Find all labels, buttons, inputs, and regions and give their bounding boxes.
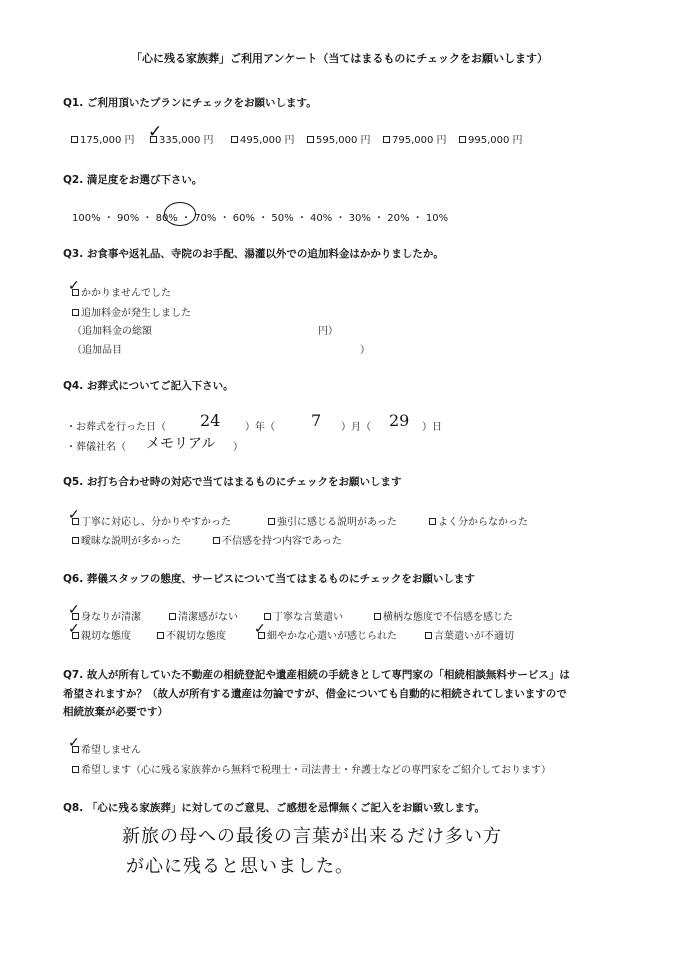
checkbox[interactable] <box>169 613 176 620</box>
q8-answer-line1[interactable]: 新旅の母への最後の言葉が出来るだけ多い方 <box>122 826 502 847</box>
q3-label: Q3. お食事や返礼品、寺院のお手配、湯灌以外での追加料金はかかりましたか。 <box>63 248 444 260</box>
option-label: 言葉遣いが不適切 <box>434 631 514 642</box>
q6-option-attentive[interactable] <box>258 627 397 642</box>
checkbox[interactable] <box>72 766 79 773</box>
q6-option-unclean[interactable] <box>169 608 238 623</box>
q1-option-995000[interactable] <box>459 131 523 146</box>
q3-option-extra-fee[interactable] <box>72 304 191 319</box>
option-label: 不親切な態度 <box>166 631 226 642</box>
option-label: 495,000 円 <box>240 135 295 146</box>
option-label: 横柄な態度で不信感を感じた <box>383 612 513 623</box>
q4-company-label: ・葬儀社名（ <box>66 442 126 453</box>
check-mark-icon: ✓ <box>148 122 163 142</box>
q1-option-175000[interactable] <box>71 131 135 146</box>
separator: ・ <box>374 213 385 224</box>
q3-option-no-fee[interactable] <box>72 284 171 299</box>
checkbox[interactable] <box>231 136 238 143</box>
q6-option-clean[interactable] <box>72 608 141 623</box>
q2-option[interactable]: 30% <box>348 213 371 224</box>
option-label: 不信感を持つ内容であった <box>222 536 342 547</box>
q2-option[interactable]: 70% <box>194 213 217 224</box>
separator: ・ <box>412 213 423 224</box>
option-label: 丁寧な言葉遣い <box>273 612 343 623</box>
separator: ・ <box>142 213 153 224</box>
separator: ・ <box>335 213 346 224</box>
q2-option[interactable]: 10% <box>425 213 449 224</box>
option-label: 曖昧な説明が多かった <box>81 536 181 547</box>
check-mark-icon: ✓ <box>254 621 266 637</box>
checkbox[interactable] <box>157 632 164 639</box>
q4-month-value[interactable]: 7 <box>311 411 322 430</box>
checkbox[interactable] <box>307 136 314 143</box>
checkbox[interactable] <box>268 518 275 525</box>
q3-items-label: （追加品目 <box>72 345 122 356</box>
option-label: 清潔感がない <box>178 612 238 623</box>
option-label: 795,000 円 <box>392 135 447 146</box>
q5-option-vague[interactable] <box>72 532 181 547</box>
q6-option-unkind[interactable] <box>157 627 226 642</box>
separator: ・ <box>296 213 307 224</box>
q7-line2: 希望されますか？（故人が所有する遺産は勿論ですが、借金についても自動的に相続されてしまいますので <box>63 688 567 700</box>
checkbox[interactable] <box>425 632 432 639</box>
q3-yen-label: 円） <box>318 326 338 337</box>
selection-circle <box>164 202 196 226</box>
q5-label: Q5. お打ち合わせ時の対応で当てはまるものにチェックをお願いします <box>63 476 402 488</box>
q6-label: Q6. 葬儀スタッフの態度、サービスについて当てはまるものにチェックをお願いします <box>63 573 475 585</box>
q4-day-value[interactable]: 29 <box>389 411 410 430</box>
check-mark-icon: ✓ <box>68 507 80 523</box>
option-label: 身なりが清潔 <box>81 612 141 623</box>
q4-year-value[interactable]: 24 <box>200 411 221 430</box>
checkbox[interactable] <box>213 537 220 544</box>
q5-option-polite[interactable] <box>72 513 231 528</box>
q2-option[interactable]: 20% <box>387 213 410 224</box>
check-mark-icon: ✓ <box>68 621 80 637</box>
q4-label: Q4. お葬式についてご記入下さい。 <box>63 380 234 392</box>
checkbox[interactable] <box>374 613 381 620</box>
checkbox[interactable] <box>71 136 78 143</box>
q5-option-pushy[interactable] <box>268 513 397 528</box>
q7-option-no[interactable] <box>72 741 141 756</box>
option-label: 175,000 円 <box>80 135 135 146</box>
q4-day-label: ）日 <box>422 422 442 433</box>
survey-title: 「心に残る家族葬」ご利用アンケート（当てはまるものにチェックをお願いします） <box>130 52 548 65</box>
q5-option-unclear[interactable] <box>429 513 528 528</box>
option-label: 細やかな心遣いが感じられた <box>267 631 397 642</box>
option-label: 丁寧に対応し、分かりやすかった <box>81 517 231 528</box>
q4-date-label: ・お葬式を行った日（ <box>66 422 166 433</box>
q6-option-kind[interactable] <box>72 627 131 642</box>
option-label: 995,000 円 <box>468 135 523 146</box>
q2-option[interactable]: 40% <box>310 213 333 224</box>
q4-year-label: ）年（ <box>245 422 275 433</box>
q2-option[interactable]: 50% <box>271 213 294 224</box>
q2-options <box>72 209 448 224</box>
q1-option-795000[interactable] <box>383 131 447 146</box>
q1-option-595000[interactable] <box>307 131 371 146</box>
separator: ・ <box>103 213 114 224</box>
q8-answer-line2[interactable]: が心に残ると思いました。 <box>126 856 354 877</box>
check-mark-icon: ✓ <box>68 278 80 294</box>
checkbox[interactable] <box>429 518 436 525</box>
checkbox[interactable] <box>459 136 466 143</box>
option-label: 希望します（心に残る家族葬から無料で税理士・司法書士・弁護士などの専門家をご紹介しております） <box>81 765 551 776</box>
q4-company-close: ） <box>233 442 243 453</box>
q1-label: Q1. ご利用頂いたプランにチェックをお願いします。 <box>63 97 317 109</box>
q6-option-bad-words[interactable] <box>425 627 514 642</box>
q4-company-value[interactable]: メモリアル <box>146 436 216 452</box>
q2-option-selected[interactable]: 80% <box>155 213 178 224</box>
q2-label: Q2. 満足度をお選び下さい。 <box>63 174 203 186</box>
q2-option[interactable]: 100% <box>72 213 101 224</box>
option-label: 希望しません <box>81 745 141 756</box>
q2-option[interactable]: 90% <box>116 213 140 224</box>
separator: ・ <box>181 213 191 224</box>
checkbox[interactable] <box>72 537 79 544</box>
option-label: 強引に感じる説明があった <box>277 517 397 528</box>
option-label: 追加料金が発生しました <box>81 308 191 319</box>
q6-option-polite-words[interactable] <box>264 608 343 623</box>
separator: ・ <box>258 213 269 224</box>
q4-month-label: ）月（ <box>341 422 371 433</box>
q8-label: Q8. 「心に残る家族葬」に対してのご意見、ご感想を忌憚無くご記入をお願い致します。 <box>63 802 486 814</box>
option-label: 595,000 円 <box>316 135 371 146</box>
q1-option-495000[interactable] <box>231 131 295 146</box>
check-mark-icon: ✓ <box>68 602 80 618</box>
option-label: 335,000 円 <box>159 135 214 146</box>
option-label: よく分からなかった <box>438 517 528 528</box>
q5-option-distrust[interactable] <box>213 532 342 547</box>
q7-line1: Q7. 故人が所有していた不動産の相続登記や遺産相続の手続きとして専門家の「相続相談無料サービス」は <box>63 669 570 681</box>
q3-items-close: ） <box>360 345 370 356</box>
q6-option-arrogant[interactable] <box>374 608 513 623</box>
checkbox[interactable] <box>383 136 390 143</box>
q3-total-label: （追加料金の総額 <box>72 326 152 337</box>
q7-line3: 相続放棄が必要です） <box>63 706 168 718</box>
option-label: 親切な態度 <box>81 631 131 642</box>
q2-option[interactable]: 60% <box>232 213 256 224</box>
separator: ・ <box>219 213 230 224</box>
checkbox[interactable] <box>72 309 79 316</box>
q7-option-yes[interactable] <box>72 761 551 776</box>
check-mark-icon: ✓ <box>68 735 80 751</box>
checkbox[interactable] <box>264 613 271 620</box>
option-label: かかりませんでした <box>81 288 171 299</box>
